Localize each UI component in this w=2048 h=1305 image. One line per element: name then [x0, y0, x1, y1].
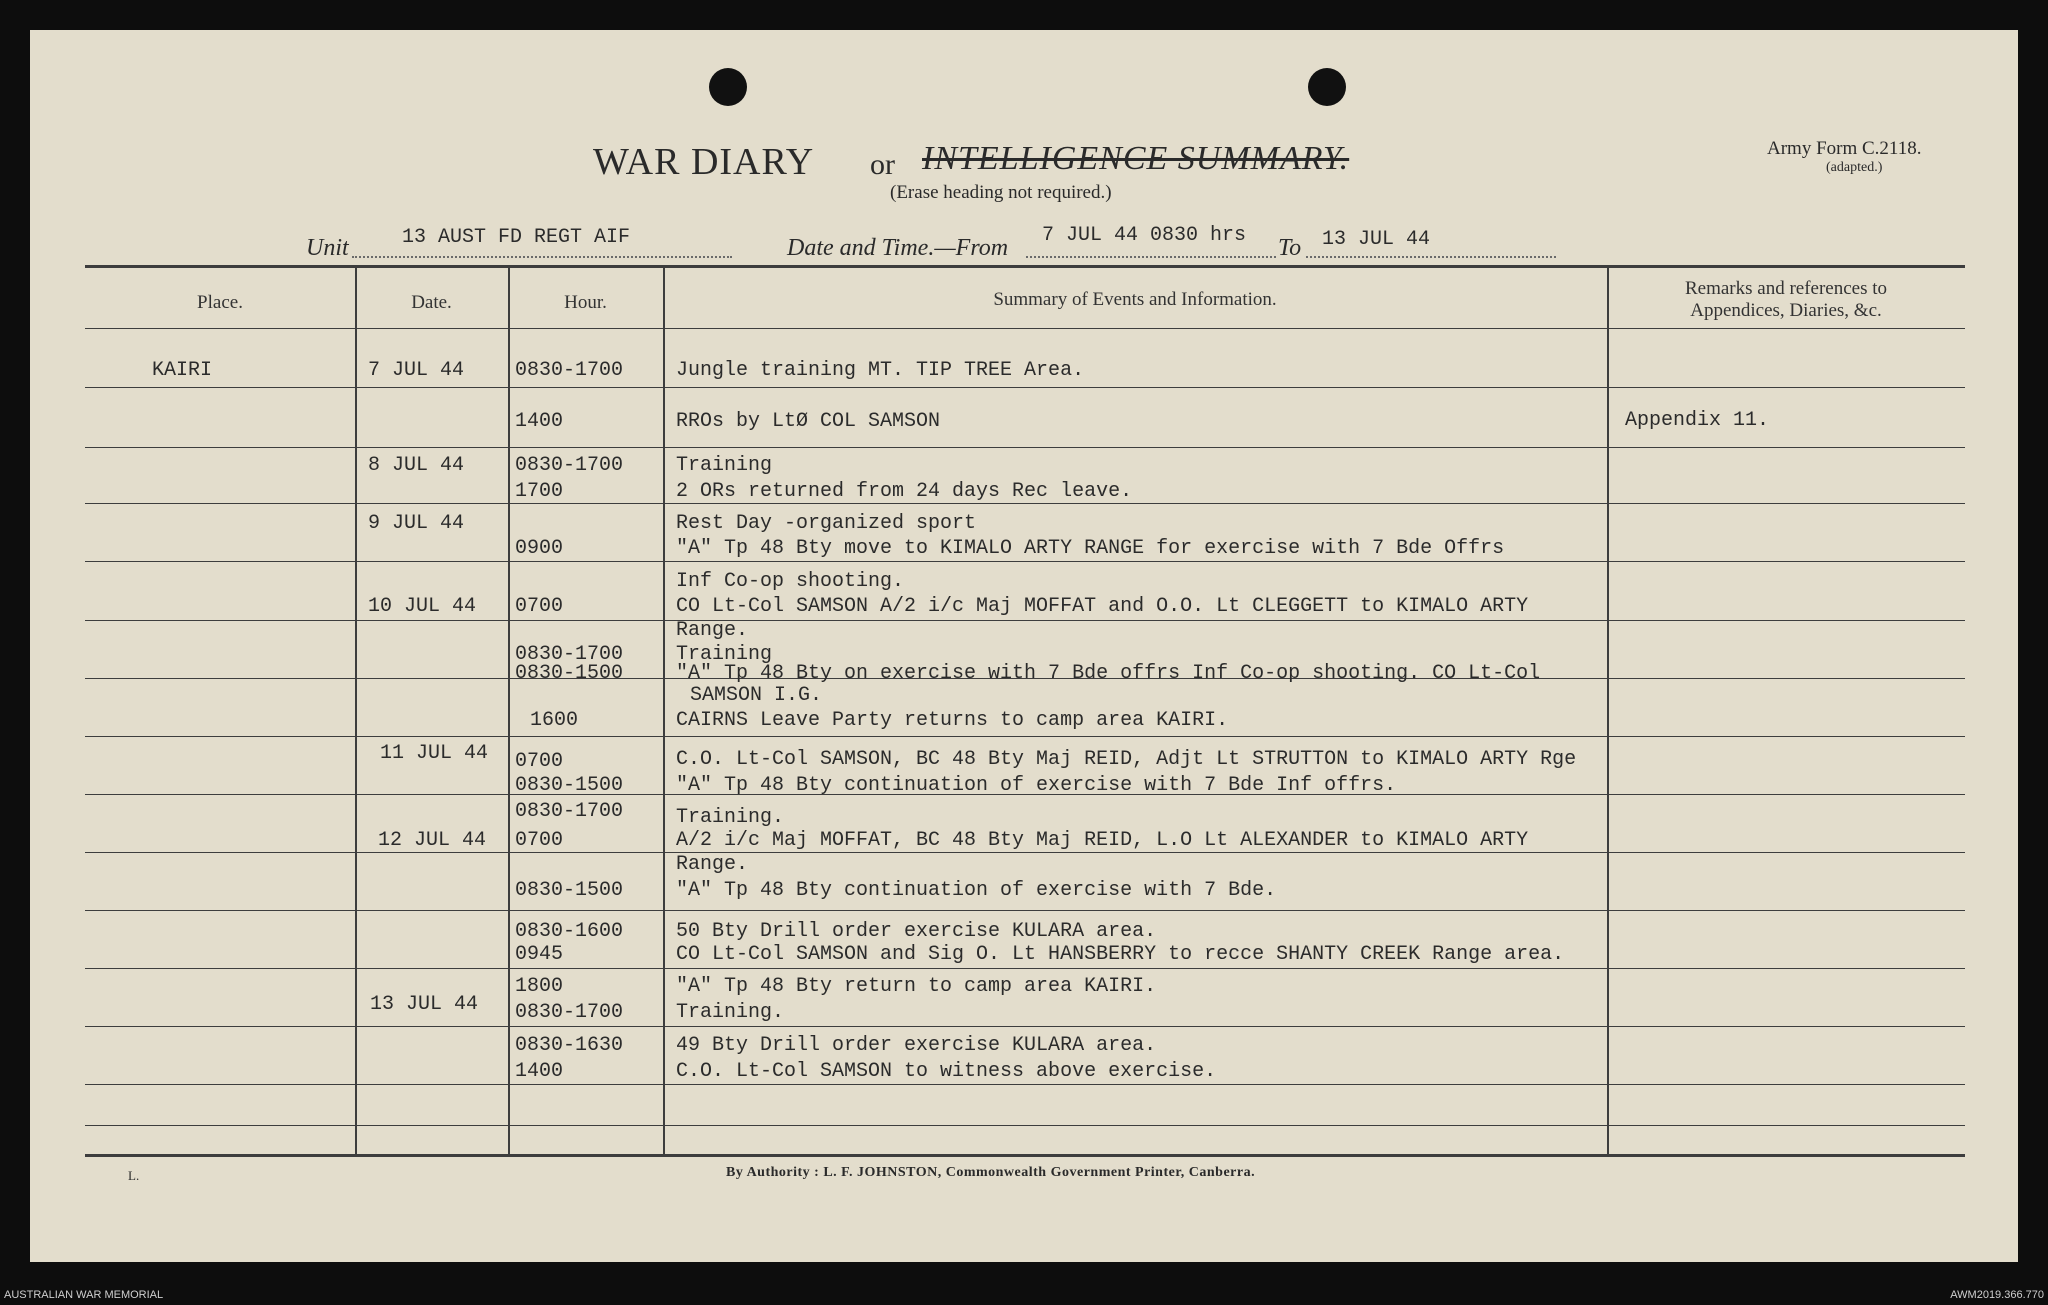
summary-line: "A" Tp 48 Bty continuation of exercise with 7 Bde. [676, 879, 1277, 902]
unit-label: Unit [306, 235, 349, 261]
summary-line: CAIRNS Leave Party returns to camp area KAIRI. [676, 709, 1229, 732]
from-dots [1026, 256, 1276, 258]
army-form-label: Army Form C.2118. [1767, 138, 1922, 159]
summary-line: Training [676, 454, 773, 477]
summary-line: Rest Day -organized sport [676, 512, 977, 535]
header-summary: Summary of Events and Information. [993, 289, 1277, 310]
form-title: WAR DIARY [593, 141, 815, 183]
summary-line: CO Lt-Col SAMSON A/2 i/c Maj MOFFAT and O.O. Lt CLEGGETT to KIMALO ARTY [676, 595, 1529, 618]
row-rule [85, 910, 1965, 911]
hour-cell: 0830-1700 [515, 359, 624, 382]
col-divider [1607, 267, 1609, 1155]
summary-line: A/2 i/c Maj MOFFAT, BC 48 Bty Maj REID, L.O Lt ALEXANDER to KIMALO ARTY [676, 829, 1529, 852]
summary-line: Training. [676, 806, 785, 829]
hour-cell: 0830-1630 [515, 1034, 624, 1057]
place-cell: KAIRI [152, 359, 213, 382]
date-time-label: Date and Time.—From [787, 235, 1009, 261]
hour-cell: 1400 [515, 1060, 564, 1083]
diary-sheet [30, 30, 2018, 1262]
summary-line: Jungle training MT. TIP TREE Area. [676, 359, 1085, 382]
date-cell: 11 JUL 44 [380, 742, 489, 765]
date-cell: 9 JUL 44 [368, 512, 465, 535]
row-rule [85, 328, 1965, 329]
date-cell: 7 JUL 44 [368, 359, 465, 382]
col-divider [663, 267, 665, 1155]
row-rule [85, 620, 1965, 621]
title-or: or [870, 148, 895, 181]
summary-line: "A" Tp 48 Bty return to camp area KAIRI. [676, 975, 1157, 998]
summary-line: "A" Tp 48 Bty continuation of exercise with 7 Bde Inf offrs. [676, 774, 1397, 797]
hour-cell: 0700 [515, 595, 564, 618]
hour-cell: 0830-1500 [515, 879, 624, 902]
summary-line: C.O. Lt-Col SAMSON to witness above exercise. [676, 1060, 1217, 1083]
hour-cell: 0830-1500 [515, 662, 624, 685]
punch-hole-right [1308, 68, 1346, 106]
hour-cell: 0700 [515, 829, 564, 852]
row-rule [85, 447, 1965, 448]
summary-line: Training [676, 643, 773, 666]
remark-appendix: Appendix 11. [1625, 409, 1770, 432]
date-to-value: 13 JUL 44 [1322, 228, 1431, 251]
hour-cell: 0830-1500 [515, 774, 624, 797]
archive-caption-right: AWM2019.366.770 [1950, 1289, 2044, 1301]
hour-cell: 1700 [515, 480, 564, 503]
table-top-rule [85, 265, 1965, 268]
row-rule [85, 1026, 1965, 1027]
table-bottom-rule [85, 1154, 1965, 1157]
unit-dots [352, 256, 732, 258]
printer-authority: By Authority : L. F. JOHNSTON, Commonwealth Government Printer, Canberra. [726, 1165, 1256, 1180]
hour-cell: 0945 [515, 943, 564, 966]
header-place: Place. [197, 292, 243, 313]
summary-line: Training. [676, 1001, 785, 1024]
hour-cell: 0830-1600 [515, 920, 624, 943]
col-divider [508, 267, 510, 1155]
row-rule [85, 387, 1965, 388]
row-rule [85, 852, 1965, 853]
summary-line: "A" Tp 48 Bty move to KIMALO ARTY RANGE for exercise with 7 Bde Offrs [676, 537, 1505, 560]
summary-line: Range. [676, 619, 749, 642]
struck-heading: INTELLIGENCE SUMMARY. [922, 140, 1350, 177]
hour-cell: 0830-1700 [515, 1001, 624, 1024]
army-form-adapted: (adapted.) [1826, 160, 1883, 175]
date-cell: 10 JUL 44 [368, 595, 477, 618]
hour-cell: 0700 [515, 750, 564, 773]
summary-line: RROs by LtØ COL SAMSON [676, 410, 941, 433]
summary-line: SAMSON I.G. [690, 684, 823, 707]
archive-caption-left: AUSTRALIAN WAR MEMORIAL [4, 1289, 164, 1301]
row-rule [85, 736, 1965, 737]
hour-cell: 0830-1700 [515, 800, 624, 823]
summary-line: C.O. Lt-Col SAMSON, BC 48 Bty Maj REID, Adjt Lt STRUTTON to KIMALO ARTY Rge [676, 748, 1577, 771]
to-dots [1306, 256, 1556, 258]
erase-note: (Erase heading not required.) [890, 182, 1112, 203]
punch-hole-left [709, 68, 747, 106]
hour-cell: 1800 [515, 975, 564, 998]
summary-line: 2 ORs returned from 24 days Rec leave. [676, 480, 1133, 503]
row-rule [85, 1125, 1965, 1126]
hour-cell: 1600 [530, 709, 579, 732]
row-rule [85, 968, 1965, 969]
summary-line: Inf Co-op shooting. [676, 570, 905, 593]
summary-line: 50 Bty Drill order exercise KULARA area. [676, 920, 1157, 943]
row-rule [85, 1084, 1965, 1085]
hour-cell: 1400 [515, 410, 564, 433]
date-cell: 12 JUL 44 [378, 829, 487, 852]
summary-line: CO Lt-Col SAMSON and Sig O. Lt HANSBERRY to recce SHANTY CREEK Range area. [676, 943, 1565, 966]
hour-cell: 0900 [515, 537, 564, 560]
header-date: Date. [411, 292, 452, 313]
col-divider [355, 267, 357, 1155]
date-from-value: 7 JUL 44 0830 hrs [1042, 224, 1247, 247]
date-cell: 8 JUL 44 [368, 454, 465, 477]
header-remarks-1: Remarks and references to [1684, 278, 1888, 299]
to-label: To [1278, 235, 1302, 261]
row-rule [85, 503, 1965, 504]
hour-cell: 0830-1700 [515, 643, 624, 666]
hour-cell: 0830-1700 [515, 454, 624, 477]
form-code-mark: L. [128, 1168, 140, 1183]
header-remarks-2: Appendices, Diaries, &c. [1690, 300, 1882, 321]
summary-line: 49 Bty Drill order exercise KULARA area. [676, 1034, 1157, 1057]
header-hour: Hour. [564, 292, 607, 313]
summary-line: "A" Tp 48 Bty on exercise with 7 Bde offrs Inf Co-op shooting. CO Lt-Col [676, 662, 1541, 685]
date-cell: 13 JUL 44 [370, 993, 479, 1016]
unit-value: 13 AUST FD REGT AIF [402, 226, 631, 249]
row-rule [85, 561, 1965, 562]
summary-line: Range. [676, 853, 749, 876]
